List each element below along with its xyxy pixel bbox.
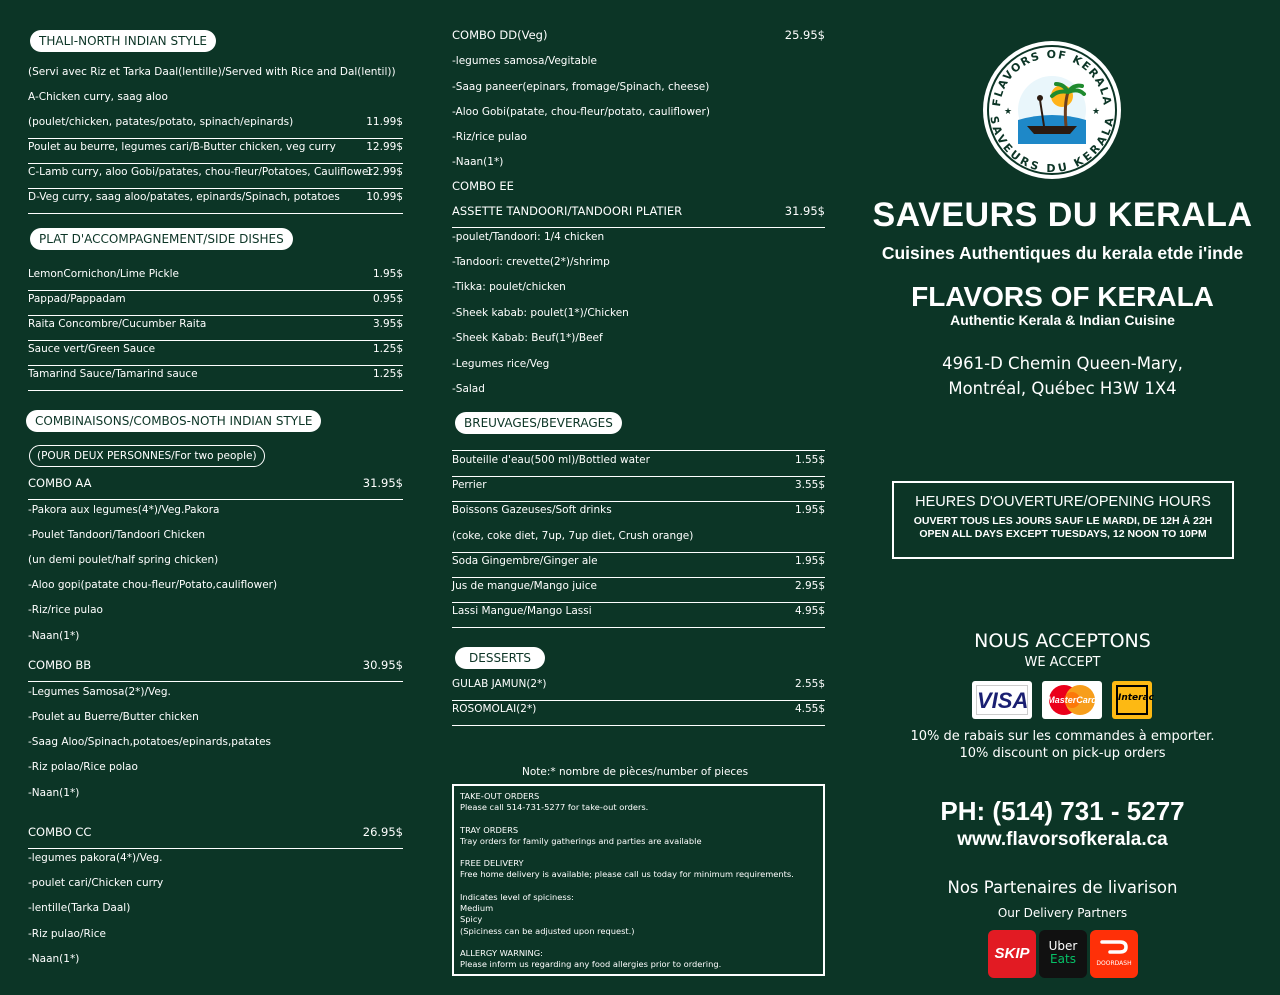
menu-item: Bouteille d'eau(500 ml)/Bottled water 1.55$ [452, 453, 825, 477]
visa-icon: VISA [972, 681, 1032, 719]
section-heading-desserts: DESSERTS [455, 647, 545, 669]
combo-subtitle: ASSETTE TANDOORI/TANDOORI PLATIER 31.95$ [452, 204, 825, 228]
spice-note: (Spiciness can be adjusted upon request.) [460, 925, 635, 936]
phone-number[interactable]: PH: (514) 731 - 5277 [940, 796, 1185, 826]
menu-item: LemonCornichon/Lime Pickle 1.95$ [28, 267, 403, 291]
menu-item: Lassi Mangue/Mango Lassi 4.95$ [452, 604, 825, 628]
mastercard-icon [1042, 681, 1102, 719]
partners-heading-fr: Nos Partenaires de livarison [947, 878, 1178, 897]
menu-item: GULAB JAMUN(2*) 2.55$ [452, 677, 825, 701]
interac-icon: Interac [1112, 681, 1152, 719]
uber-eats-logo-icon[interactable]: Uber Eats [1039, 930, 1087, 978]
allergy-info [460, 948, 817, 971]
menu-item: D-Veg curry, saag aloo/patates, epinards/Spinach, potatoes 10.99$ [28, 190, 403, 214]
menu-item: Pappad/Pappadam 0.95$ [28, 292, 403, 316]
menu-item: (poulet/chicken, patates/potato, spinach/epinards) 11.99$ [28, 115, 403, 139]
restaurant-logo [982, 40, 1122, 180]
allergy-title: ALLERGY WARNING: [460, 947, 543, 958]
spice-info [460, 892, 817, 937]
section-heading-beverages: BREUVAGES/BEVERAGES [455, 412, 622, 434]
section-heading-thali: THALI-NORTH INDIAN STYLE [30, 30, 216, 52]
menu-item: Raita Concombre/Cucumber Raita 3.95$ [28, 317, 403, 341]
combo-title: COMBO BB 30.95$ [28, 658, 403, 682]
svg-text:SAVEURS DU KERALA: SAVEURS DU KERALA [987, 115, 1117, 176]
restaurant-name-en: FLAVORS OF KERALA [911, 281, 1214, 312]
section-heading-sides: PLAT D'ACCOMPAGNEMENT/SIDE DISHES [30, 228, 293, 250]
discount-fr: 10% de rabais sur les commandes à emporter. [910, 729, 1215, 744]
combo-title: COMBO CC 26.95$ [28, 825, 403, 849]
menu-item-note: (coke, coke diet, 7up, 7up diet, Crush orange) [452, 529, 825, 553]
combos-subheading: (POUR DEUX PERSONNES/For two people) [29, 445, 265, 467]
skip-logo-icon[interactable]: SKIP [988, 930, 1036, 978]
menu-item: Soda Gingembre/Ginger ale 1.95$ [452, 554, 825, 578]
opening-hours-box [892, 481, 1234, 559]
accept-heading-en: WE ACCEPT [1024, 655, 1101, 670]
tray-text: Tray orders for family gatherings and parties are available [460, 835, 702, 846]
delivery-info [460, 858, 817, 881]
spice-spicy: Spicy [460, 914, 483, 925]
restaurant-name-fr: SAVEURS DU KERALA [872, 196, 1253, 234]
star-icon: ★ [1092, 107, 1101, 117]
menu-item: Tamarind Sauce/Tamarind sauce 1.25$ [28, 367, 403, 391]
menu-item: C-Lamb curry, aloo Gobi/patates, chou-fleur/Potatoes, Cauliflower 12.99$ [28, 165, 403, 189]
menu-item: Poulet au beurre, legumes cari/B-Butter chicken, veg curry 12.99$ [28, 140, 403, 164]
info-box [452, 784, 825, 976]
combo-title: COMBO AA 31.95$ [28, 476, 403, 500]
spice-medium: Medium [460, 903, 494, 914]
svg-text:FLAVORS OF KERALA: FLAVORS OF KERALA [990, 47, 1115, 108]
takeout-info [460, 791, 817, 814]
menu-item: ROSOMOLAI(2*) 4.55$ [452, 702, 825, 726]
star-icon: ★ [1004, 107, 1013, 117]
spice-title: Indicates level of spiciness: [460, 891, 574, 902]
hours-title: HEURES D'OUVERTURE/OPENING HOURS [915, 494, 1211, 510]
menu-item: Sauce vert/Green Sauce 1.25$ [28, 342, 403, 366]
delivery-text: Free home delivery is available; please call us today for minimum requirements. [460, 869, 794, 880]
takeout-text: Please call 514-731-5277 for take-out orders. [460, 802, 649, 813]
address-line-2: Montréal, Québec H3W 1X4 [948, 379, 1177, 398]
tagline-en: Authentic Kerala & Indian Cuisine [950, 312, 1175, 328]
divider [452, 450, 825, 451]
discount-en: 10% discount on pick-up orders [959, 746, 1166, 761]
allergy-text: Please inform us regarding any food allergies prior to ordering. [460, 959, 722, 970]
tagline-fr: Cuisines Authentiques du kerala etde i'inde [881, 243, 1244, 263]
address-line-1: 4961-D Chemin Queen-Mary, [942, 354, 1183, 373]
tray-info [460, 825, 817, 848]
doordash-logo-icon[interactable]: DOORDASH [1090, 930, 1138, 978]
menu-item: Jus de mangue/Mango juice 2.95$ [452, 579, 825, 603]
website-link[interactable]: www.flavorsofkerala.ca [957, 829, 1168, 850]
menu-item: Perrier 3.55$ [452, 478, 825, 502]
tray-title: TRAY ORDERS [460, 824, 519, 835]
accept-heading-fr: NOUS ACCEPTONS [974, 630, 1151, 652]
hours-fr: OUVERT TOUS LES JOURS SAUF LE MARDI, DE 12H À 22H [913, 515, 1213, 527]
delivery-title: FREE DELIVERY [460, 858, 524, 869]
takeout-title: TAKE-OUT ORDERS [460, 791, 540, 801]
section-heading-combos: COMBINAISONS/COMBOS-NOTH INDIAN STYLE [26, 410, 321, 432]
mastercard-label: MasterCard [1047, 695, 1097, 705]
partners-heading-en: Our Delivery Partners [997, 906, 1128, 920]
hours-en: OPEN ALL DAYS EXCEPT TUESDAYS, 12 NOON TO 10PM [919, 528, 1207, 540]
